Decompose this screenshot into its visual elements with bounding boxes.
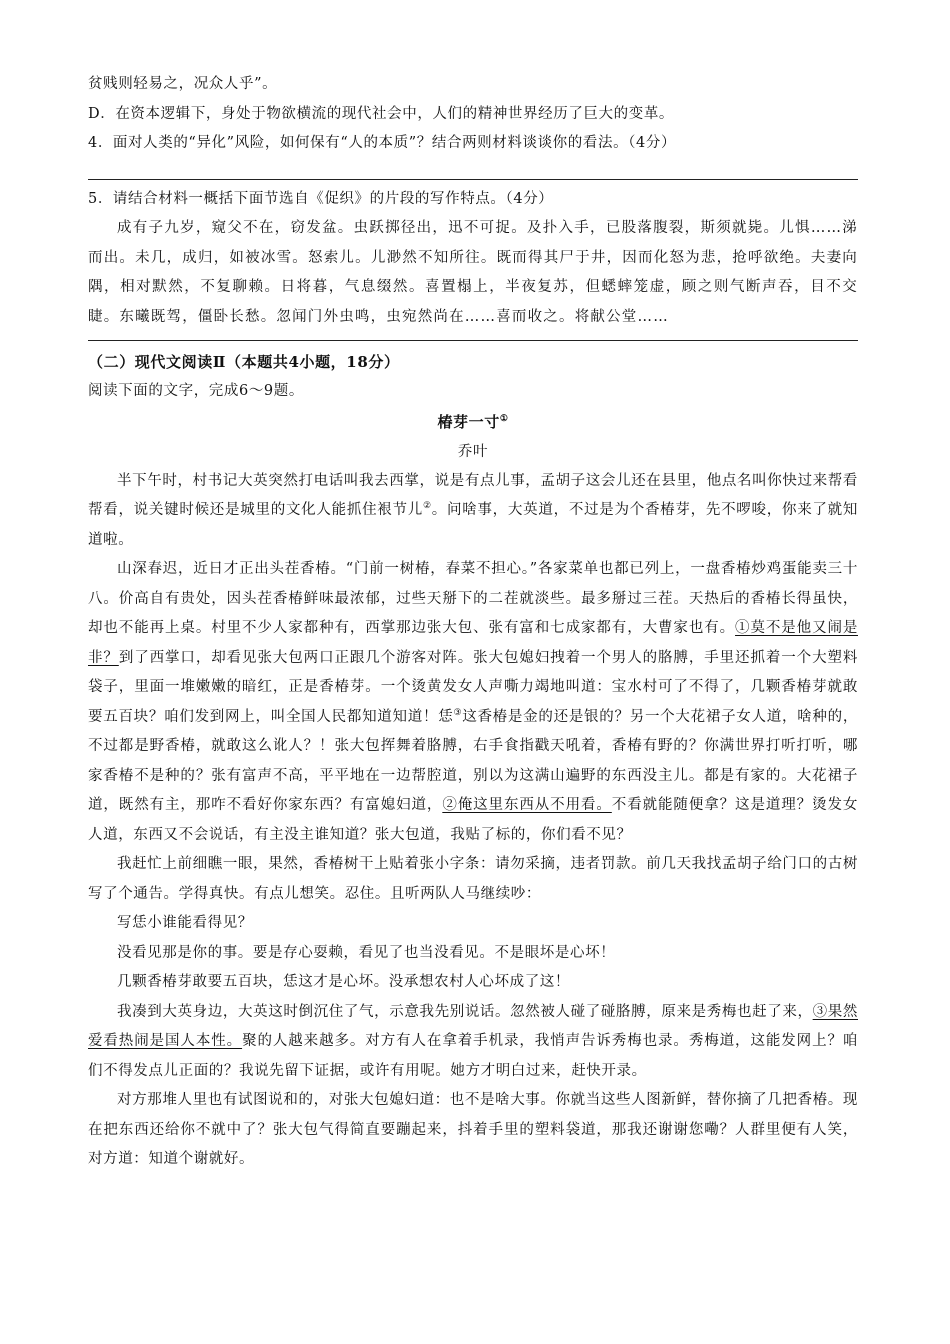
section-title: （二）现代文阅读Ⅱ（本题共4小题，18分） [88, 353, 400, 371]
cuzhi-excerpt [88, 214, 858, 332]
paragraph-6: 几颗香椿芽敢要五百块，恁这才是心坏。没承想农村人心坏成了这！ [117, 974, 570, 990]
exam-page [88, 70, 858, 1175]
answer-line-q5[interactable] [88, 340, 858, 341]
section-instruction: 阅读下面的文字，完成6～9题。 [88, 383, 304, 399]
q3-option-c-tail: 贫贱则轻易之，况众人乎”。 [88, 76, 278, 92]
underlined-sentence-1: ①莫不是他又闹是非？ [88, 620, 858, 666]
footnote-mark-3: ③ [453, 707, 463, 718]
underlined-sentence-3: ③果然爱看热闹是国人本性。 [88, 1003, 858, 1049]
answer-line-q4[interactable] [88, 159, 858, 180]
paragraph-1 [88, 467, 858, 556]
p7-text-a: 我凑到大英身边，大英这时倒沉住了气，示意我先别说话。忽然被人碰了碰胳膊，原来是秀梅也赶了来， [117, 1003, 813, 1020]
article-title [88, 407, 858, 437]
p2-text-d: 不看就能随便拿？这是道理？烫发女人道，东西又不会说话，有主没主谁知道？张大包道，我贴了标的，你们看不见？ [88, 797, 858, 843]
question-5: 5．请结合材料一概括下面节选自《促织》的片段的写作特点。（4分） [88, 190, 554, 207]
p1-text-b: 。问啥事，大英道，不过是为个香椿芽，先不啰唆，你来了就知道啦。 [88, 502, 858, 548]
p7-text-b: 聚的人越来越多。对方有人在拿着手机录，我悄声告诉秀梅也录。秀梅道，这能发网上？咱们不得发点儿正面的？我说先留下证据，或许有用呢。她方才明白过来，赶快开录。 [88, 1033, 858, 1079]
p1-text-a: 半下午时，村书记大英突然打电话叫我去西掌，说是有点儿事，孟胡子这会儿还在县里，他点名叫你快过来帮看帮看，说关键时候还是城里的文化人能抓住裉节儿 [88, 472, 858, 518]
p2-text-b: 到了西掌口，却看见张大包两口正跟几个游客对阵。张大包媳妇拽着一个男人的胳膊，手里还抓着一个大塑料袋子，里面一堆嫩嫩的暗红，正是香椿芽。一个烫黄发女人声嘶力竭地叫道：宝水村可了不得了，几颗香椿芽就敢要五百块？咱们发到网上，叫全国人民都知道知道！恁 [88, 649, 858, 725]
article-title-text: 椿芽一寸 [437, 412, 500, 431]
q3-option-d: D．在资本逻辑下，身处于物欲横流的现代社会中，人们的精神世界经历了巨大的变革。 [88, 105, 675, 122]
paragraph-3: 我赶忙上前细瞧一眼，果然，香椿树干上贴着张小字条：请勿采摘，违者罚款。前几天我找孟胡子给门口的古树写了个通告。学得真快。有点儿想笑。忍住。且听两队人马继续吵： [88, 856, 858, 902]
title-footnote-mark: ① [499, 413, 509, 424]
underlined-sentence-2: ②俺这里东西从不用看。 [442, 797, 612, 813]
footnote-mark-2: ② [422, 501, 432, 512]
paragraph-2 [88, 555, 858, 850]
paragraph-4: 写恁小谁能看得见？ [117, 915, 253, 931]
p2-text-a: 山深春迟，近日才正出头茬香椿。“门前一树椿，春菜不担心。”各家菜单也都已列上，一盘香椿炒鸡蛋能卖三十八。价高自有贵处，因头茬香椿鲜味最浓郁，过些天掰下的二茬就淡些。最多掰过三茬。天热后的香椿长得虽快，却也不能再上桌。村里不少人家都种有，西掌那边张大包、张有富和七成家都有，大曹家也有。 [88, 561, 858, 636]
paragraph-7 [88, 998, 858, 1087]
article-author: 乔叶 [457, 443, 489, 460]
paragraph-8: 对方那堆人里也有试图说和的，对张大包媳妇道：也不是啥大事。你就当这些人图新鲜，替你摘了几把香椿。现在把东西还给你不就中了？张大包气得简直要蹦起来，抖着手里的塑料袋道，那我还谢谢您嘞？人群里便有人笑，对方道：知道个谢就好。 [88, 1092, 858, 1167]
p2-text-c: 这香椿是金的还是银的？另一个大花裙子女人道，啥种的，不过都是野香椿，就敢这么讹人？！张大包挥舞着胳膊，右手食指戳天吼着，香椿有野的？你满世界打听打听，哪家香椿不是种的？张有富声不高，平平地在一边帮腔道，别以为这满山遍野的东西没主儿。都是有家的。大花裙子道，既然有主，那咋不看好你家东西？有富媳妇道， [88, 708, 858, 813]
excerpt-text: 成有子九岁，窥父不在，窃发盆。虫跃掷径出，迅不可捉。及扑入手，已股落腹裂，斯须就毙。儿惧……涕而出。未几，成归，如被冰雪。怒索儿。儿渺然不知所往。既而得其尸于井，因而化怒为悲，抢呼欲绝。夫妻向隅，相对默然，不复聊赖。日将暮，气息缀然。喜置榻上，半夜复苏，但蟋蟀笼虚，顾之则气断声吞，目不交睫。东曦既驾，僵卧长愁。忽闻门外虫鸣，虫宛然尚在……喜而收之。将献公堂…… [88, 220, 858, 325]
question-4: 4．面对人类的“异化”风险，如何保有“人的本质”？结合两则材料谈谈你的看法。（4分） [88, 135, 677, 151]
paragraph-5: 没看见那是你的事。要是存心耍赖，看见了也当没看见。不是眼坏是心坏！ [117, 944, 616, 961]
